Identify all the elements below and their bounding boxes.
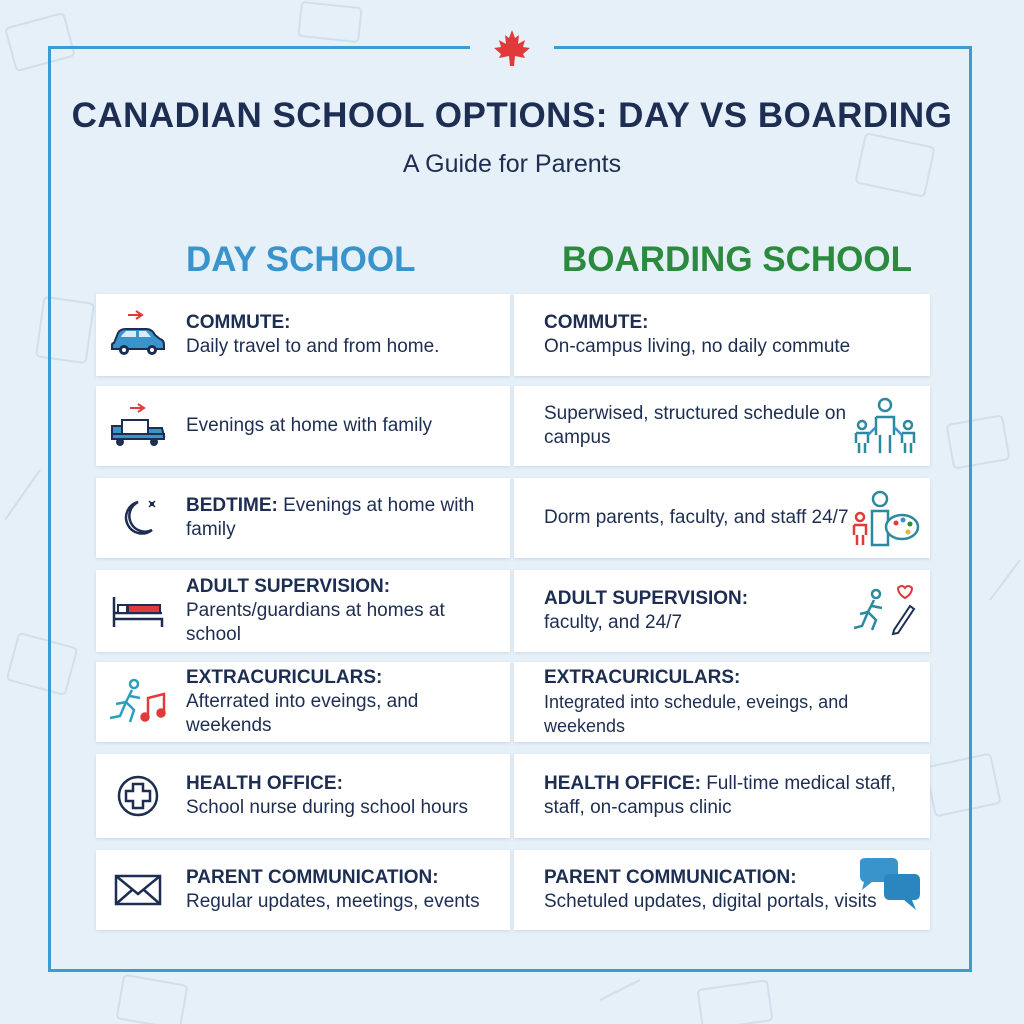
cell-text: Integrated into schedule, eveings, and weekends (544, 692, 849, 736)
cell-label: COMMUTE: (544, 312, 649, 333)
cell-label: EXTRACURICULARS: (544, 667, 741, 688)
cell-label: HEALTH OFFICE: (544, 773, 701, 794)
boarding-row-parent-communication (514, 850, 930, 930)
boarding-row-dorm-parents (514, 478, 930, 558)
cell-label: ADULT SUPERVISION: (544, 588, 749, 609)
cell-label: BEDTIME: (186, 495, 278, 516)
cell-text: Daily travel to and from home. (186, 336, 440, 357)
cell-text: Parents/guardians at homes at school (186, 600, 445, 645)
cell-label: HEALTH OFFICE: (186, 773, 343, 794)
cell-text: Evenings at home with family (186, 415, 433, 436)
cell-text: faculty, and 24/7 (544, 612, 683, 633)
bed-icon (108, 585, 168, 637)
chat-bubbles-icon (854, 856, 924, 914)
maple-leaf-icon (488, 28, 536, 68)
cell-text: Evenings at home with family (186, 495, 475, 540)
day-row-commute (96, 294, 510, 376)
day-row-parent-communication (96, 850, 510, 930)
medical-cross-icon (108, 770, 168, 822)
boarding-school-heading: BOARDING SCHOOL (562, 240, 912, 279)
page-title: CANADIAN SCHOOL OPTIONS: DAY VS BOARDING (71, 96, 953, 135)
cell-label: COMMUTE: (186, 312, 291, 333)
cell-text: Full-time medical staff, staff, on-campus clinic (544, 773, 896, 818)
runner-music-icon (108, 676, 168, 728)
cell-text: On-campus living, no daily commute (544, 336, 851, 357)
envelope-icon (108, 864, 168, 916)
cell-text: Afterrated into eveings, and weekends (186, 691, 419, 736)
cell-label: PARENT COMMUNICATION: (186, 867, 439, 888)
boarding-row-commute (514, 294, 930, 376)
day-school-heading: DAY SCHOOL (186, 240, 416, 279)
cell-text: Regular updates, meetings, events (186, 891, 480, 912)
boarding-row-health-office (514, 754, 930, 838)
cell-label: PARENT COMMUNICATION: (544, 867, 797, 888)
page-subtitle: A Guide for Parents (402, 150, 622, 178)
boarding-row-supervision (514, 570, 930, 652)
cell-label: ADULT SUPERVISION: (186, 576, 391, 597)
day-row-health-office (96, 754, 510, 838)
cell-text: School nurse during school hours (186, 797, 469, 818)
family-icon (850, 397, 920, 455)
car-icon (108, 309, 168, 361)
cell-label: EXTRACURICULARS: (186, 667, 383, 688)
day-row-evenings (96, 386, 510, 466)
cell-text: Dorm parents, faculty, and staff 24/7 (544, 507, 849, 528)
runner-pencil-icon (850, 582, 920, 640)
painting-icon (850, 489, 920, 547)
cell-text: Superwised, structured schedule on campus (544, 403, 847, 448)
day-row-bedtime (96, 478, 510, 558)
moon-icon (108, 492, 168, 544)
boarding-row-schedule (514, 386, 930, 466)
maple-leaf-badge (470, 30, 554, 66)
day-row-extracurriculars (96, 662, 510, 742)
truck-icon (108, 400, 168, 452)
day-row-supervision (96, 570, 510, 652)
boarding-row-extracurriculars (514, 662, 930, 742)
cell-text: Schetuled updates, digital portals, visits (544, 891, 877, 912)
